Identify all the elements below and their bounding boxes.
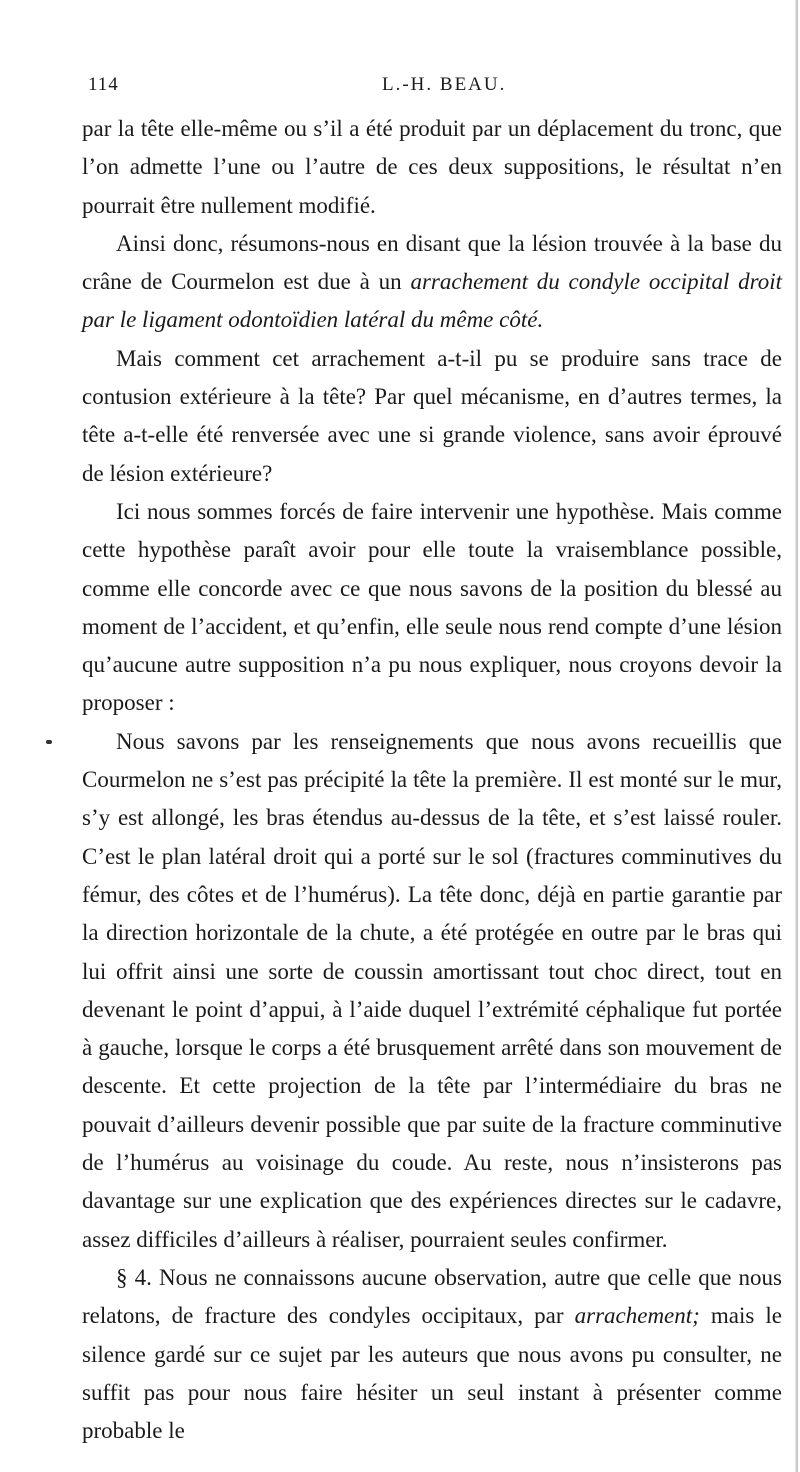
- page-header: [82, 74, 782, 110]
- paragraph-2: [82, 225, 782, 340]
- paragraph-1: [82, 110, 782, 225]
- paragraph-text: par la tête elle-même ou s’il a été produit par un déplacement du tronc, que l’on admette l’une ou l’autre de ces deux suppositions, le résultat n’en pourrait être nullement modifié.: [82, 116, 782, 218]
- paragraph-text: Ainsi donc, résumons-nous en disant que la lésion trouvée à la base du crâne de Courmelon est due à un: [82, 230, 782, 295]
- paragraph-italic-text: arrachement du condyle occipital droit par le ligament odontoïdien latéral du même côté.: [82, 269, 782, 333]
- paragraph-text: Nous savons par les renseignements que nous avons recueillis que Courmelon ne s’est pas précipité la tête la première. Il est monté sur le mur, s’y est allongé, les bras étendus au-dessus de la tête, et s’est laissé rouler. C’est le plan latéral droit qui a porté sur le sol (fractures comminutives du fémur, des côtes et de l’humérus). La tête donc, déjà en partie garantie par la direction horizontale de la chute, a été protégée en outre par le bras qui lui offrit ainsi une sorte de coussin amortissant tout choc direct, tout en devenant le point d’appui, à l’aide duquel l’extrémité céphalique fut portée à gauche, lorsque le corps a été brusquement arrêté dans son mouvement de descente. Et cette projection de la tête par l’intermédiaire du bras ne pouvait d’ailleurs devenir possible que par suite de la fracture comminutive de l’humérus au voisinage du coude. Au reste, nous n’insisterons pas davantage sur une explication que des expériences directes sur le cadavre, assez difficiles d’ailleurs à réaliser, pourraient seules confirmer.: [82, 728, 782, 1252]
- paragraph-3: [82, 340, 782, 493]
- paragraph-5: [82, 723, 782, 1259]
- body-text: [82, 110, 782, 1450]
- book-page: [82, 74, 782, 1450]
- paragraph-text: Ici nous sommes forcés de faire intervenir une hypothèse. Mais comme cette hypothèse paraît avoir pour elle toute la vraisemblance possible, comme elle concorde avec ce que nous savons de la position du blessé au moment de l’accident, et qu’enfin, elle seule nous rend compte d’une lésion qu’aucune autre supposition n’a pu nous expliquer, nous croyons devoir la proposer :: [82, 498, 782, 716]
- paragraph-6: [82, 1259, 782, 1450]
- page-number: 114: [88, 74, 119, 95]
- paragraph-text: § 4. Nous ne connaissons aucune observation, autre que celle que nous relatons, de fracture des condyles occipitaux, par: [82, 1264, 782, 1329]
- page-edge-shadow: [795, 0, 798, 1472]
- running-head: L.-H. BEAU.: [382, 74, 507, 95]
- paragraph-4: [82, 493, 782, 723]
- margin-ink-mark: [46, 740, 52, 744]
- paragraph-text: Mais comment cet arrachement a-t-il pu se produire sans trace de contusion extérieure à la tête? Par quel mécanisme, en d’autres termes, la tête a-t-elle été renversée avec une si grande violence, sans avoir éprouvé de lésion extérieure?: [82, 345, 782, 486]
- paragraph-italic-text: arrachement;: [574, 1303, 700, 1329]
- paragraph-text: mais le silence gardé sur ce sujet par les auteurs que nous avons pu consulter, ne suffit pas pour nous faire hésiter un seul instant à présenter comme probable le: [82, 1303, 782, 1444]
